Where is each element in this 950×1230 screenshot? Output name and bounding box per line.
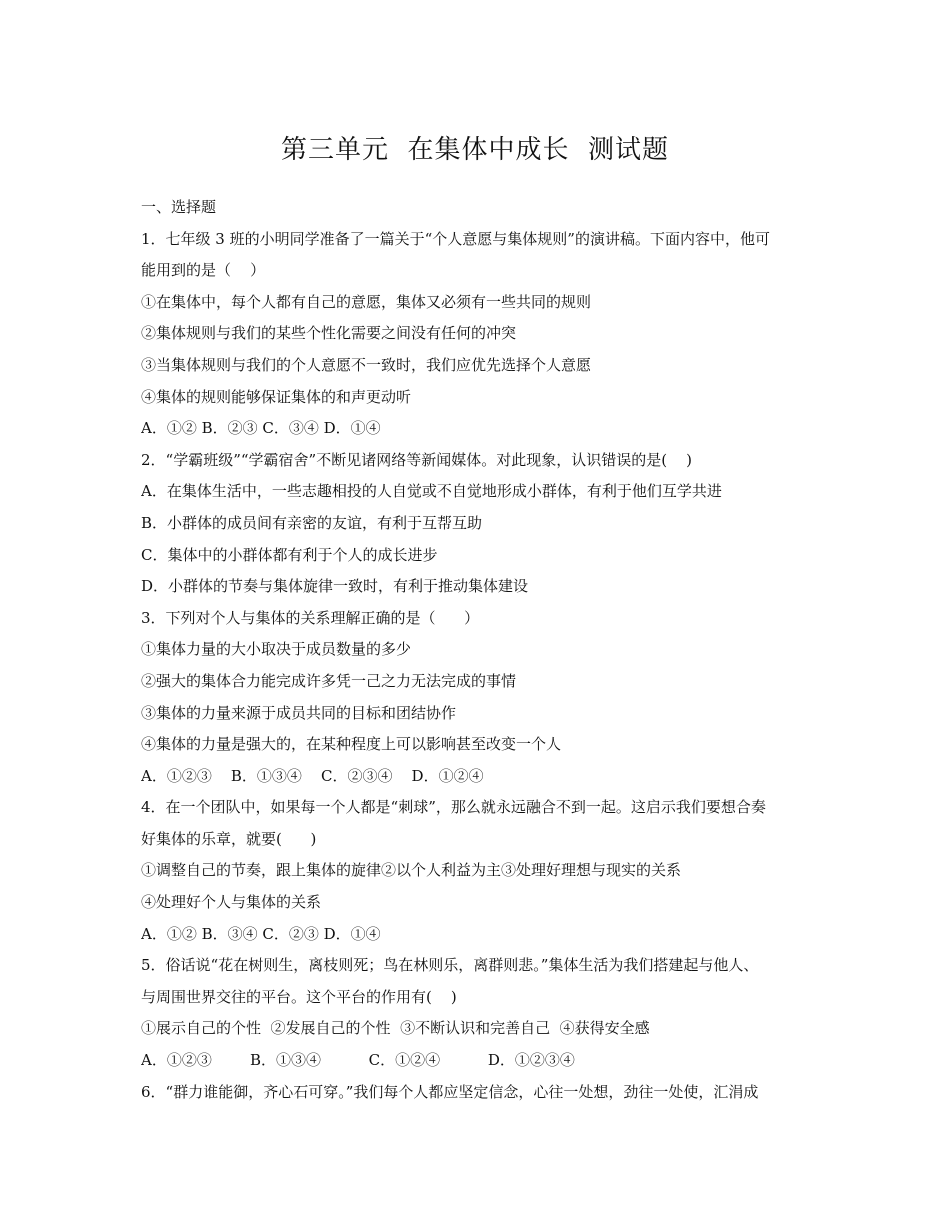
question-2-stem: 2．“学霸班级”“学霸宿舍”不断见诸网络等新闻媒体。对此现象，认识错误的是( ) bbox=[141, 450, 692, 469]
question-1-statement-2: ②集体规则与我们的某些个性化需要之间没有任何的冲突 bbox=[141, 324, 517, 343]
question-1-stem-cont: 能用到的是（ ） bbox=[141, 261, 266, 280]
question-2-option-c: C．集体中的小群体都有利于个人的成长进步 bbox=[141, 545, 438, 564]
question-3-statement-1: ①集体力量的大小取决于成员数量的多少 bbox=[141, 640, 412, 659]
question-6-stem: 6．“群力谁能御，齐心石可穿。”我们每个人都应坚定信念，心往一处想，劲往一处使，汇涓成 bbox=[141, 1082, 759, 1101]
question-5-stem-cont: 与周围世界交往的平台。这个平台的作用有( ) bbox=[141, 987, 457, 1006]
question-4-options: A．①② B．③④ C．②③ D．①④ bbox=[141, 924, 381, 943]
question-2-option-d: D．小群体的节奏与集体旋律一致时，有利于推动集体建设 bbox=[141, 577, 529, 596]
question-1-statement-3: ③当集体规则与我们的个人意愿不一致时，我们应优先选择个人意愿 bbox=[141, 355, 592, 374]
question-1-statement-4: ④集体的规则能够保证集体的和声更动听 bbox=[141, 387, 412, 406]
question-3-statement-3: ③集体的力量来源于成员共同的目标和团结协作 bbox=[141, 703, 457, 722]
question-3-stem: 3．下列对个人与集体的关系理解正确的是（ ） bbox=[141, 608, 480, 627]
question-4-stem: 4．在一个团队中，如果每一个人都是“刺球”，那么就永远融合不到一起。这启示我们要想合奏 bbox=[141, 798, 766, 817]
question-5-options: A．①②③ B．①③④ C．①②④ D．①②③④ bbox=[141, 1051, 575, 1070]
question-3-options: A．①②③ B．①③④ C．②③④ D．①②④ bbox=[141, 766, 484, 785]
page-title: 第三单元 在集体中成长 测试题 bbox=[280, 135, 670, 165]
question-3-statement-2: ②强大的集体合力能完成许多凭一己之力无法完成的事情 bbox=[141, 671, 517, 690]
question-1-options: A．①② B．②③ C．③④ D．①④ bbox=[141, 419, 381, 438]
question-2-option-b: B．小群体的成员间有亲密的友谊，有利于互帮互助 bbox=[141, 513, 483, 532]
question-1-statement-1: ①在集体中，每个人都有自己的意愿，集体又必须有一些共同的规则 bbox=[141, 292, 592, 311]
question-4-statements: ①调整自己的节奏，跟上集体的旋律②以个人利益为主③处理好理想与现实的关系 bbox=[141, 861, 682, 880]
question-2-option-a: A．在集体生活中，一些志趣相投的人自觉或不自觉地形成小群体，有利于他们互学共进 bbox=[141, 482, 722, 501]
question-5-statements: ①展示自己的个性 ②发展自己的个性 ③不断认识和完善自己 ④获得安全感 bbox=[141, 1019, 650, 1038]
question-3-statement-4: ④集体的力量是强大的，在某种程度上可以影响甚至改变一个人 bbox=[141, 735, 562, 754]
section-heading: 一、选择题 bbox=[141, 198, 217, 216]
question-4-statement-4: ④处理好个人与集体的关系 bbox=[141, 893, 322, 912]
question-1-stem: 1．七年级 3 班的小明同学准备了一篇关于“个人意愿与集体规则”的演讲稿。下面内容中，他可 bbox=[141, 229, 770, 248]
document-body bbox=[141, 192, 821, 1108]
question-5-stem: 5．俗话说“花在树则生，离枝则死；鸟在林则乐，离群则悲。”集体生活为我们搭建起与他人、 bbox=[141, 956, 759, 975]
question-4-stem-cont: 好集体的乐章，就要( ) bbox=[141, 829, 317, 848]
